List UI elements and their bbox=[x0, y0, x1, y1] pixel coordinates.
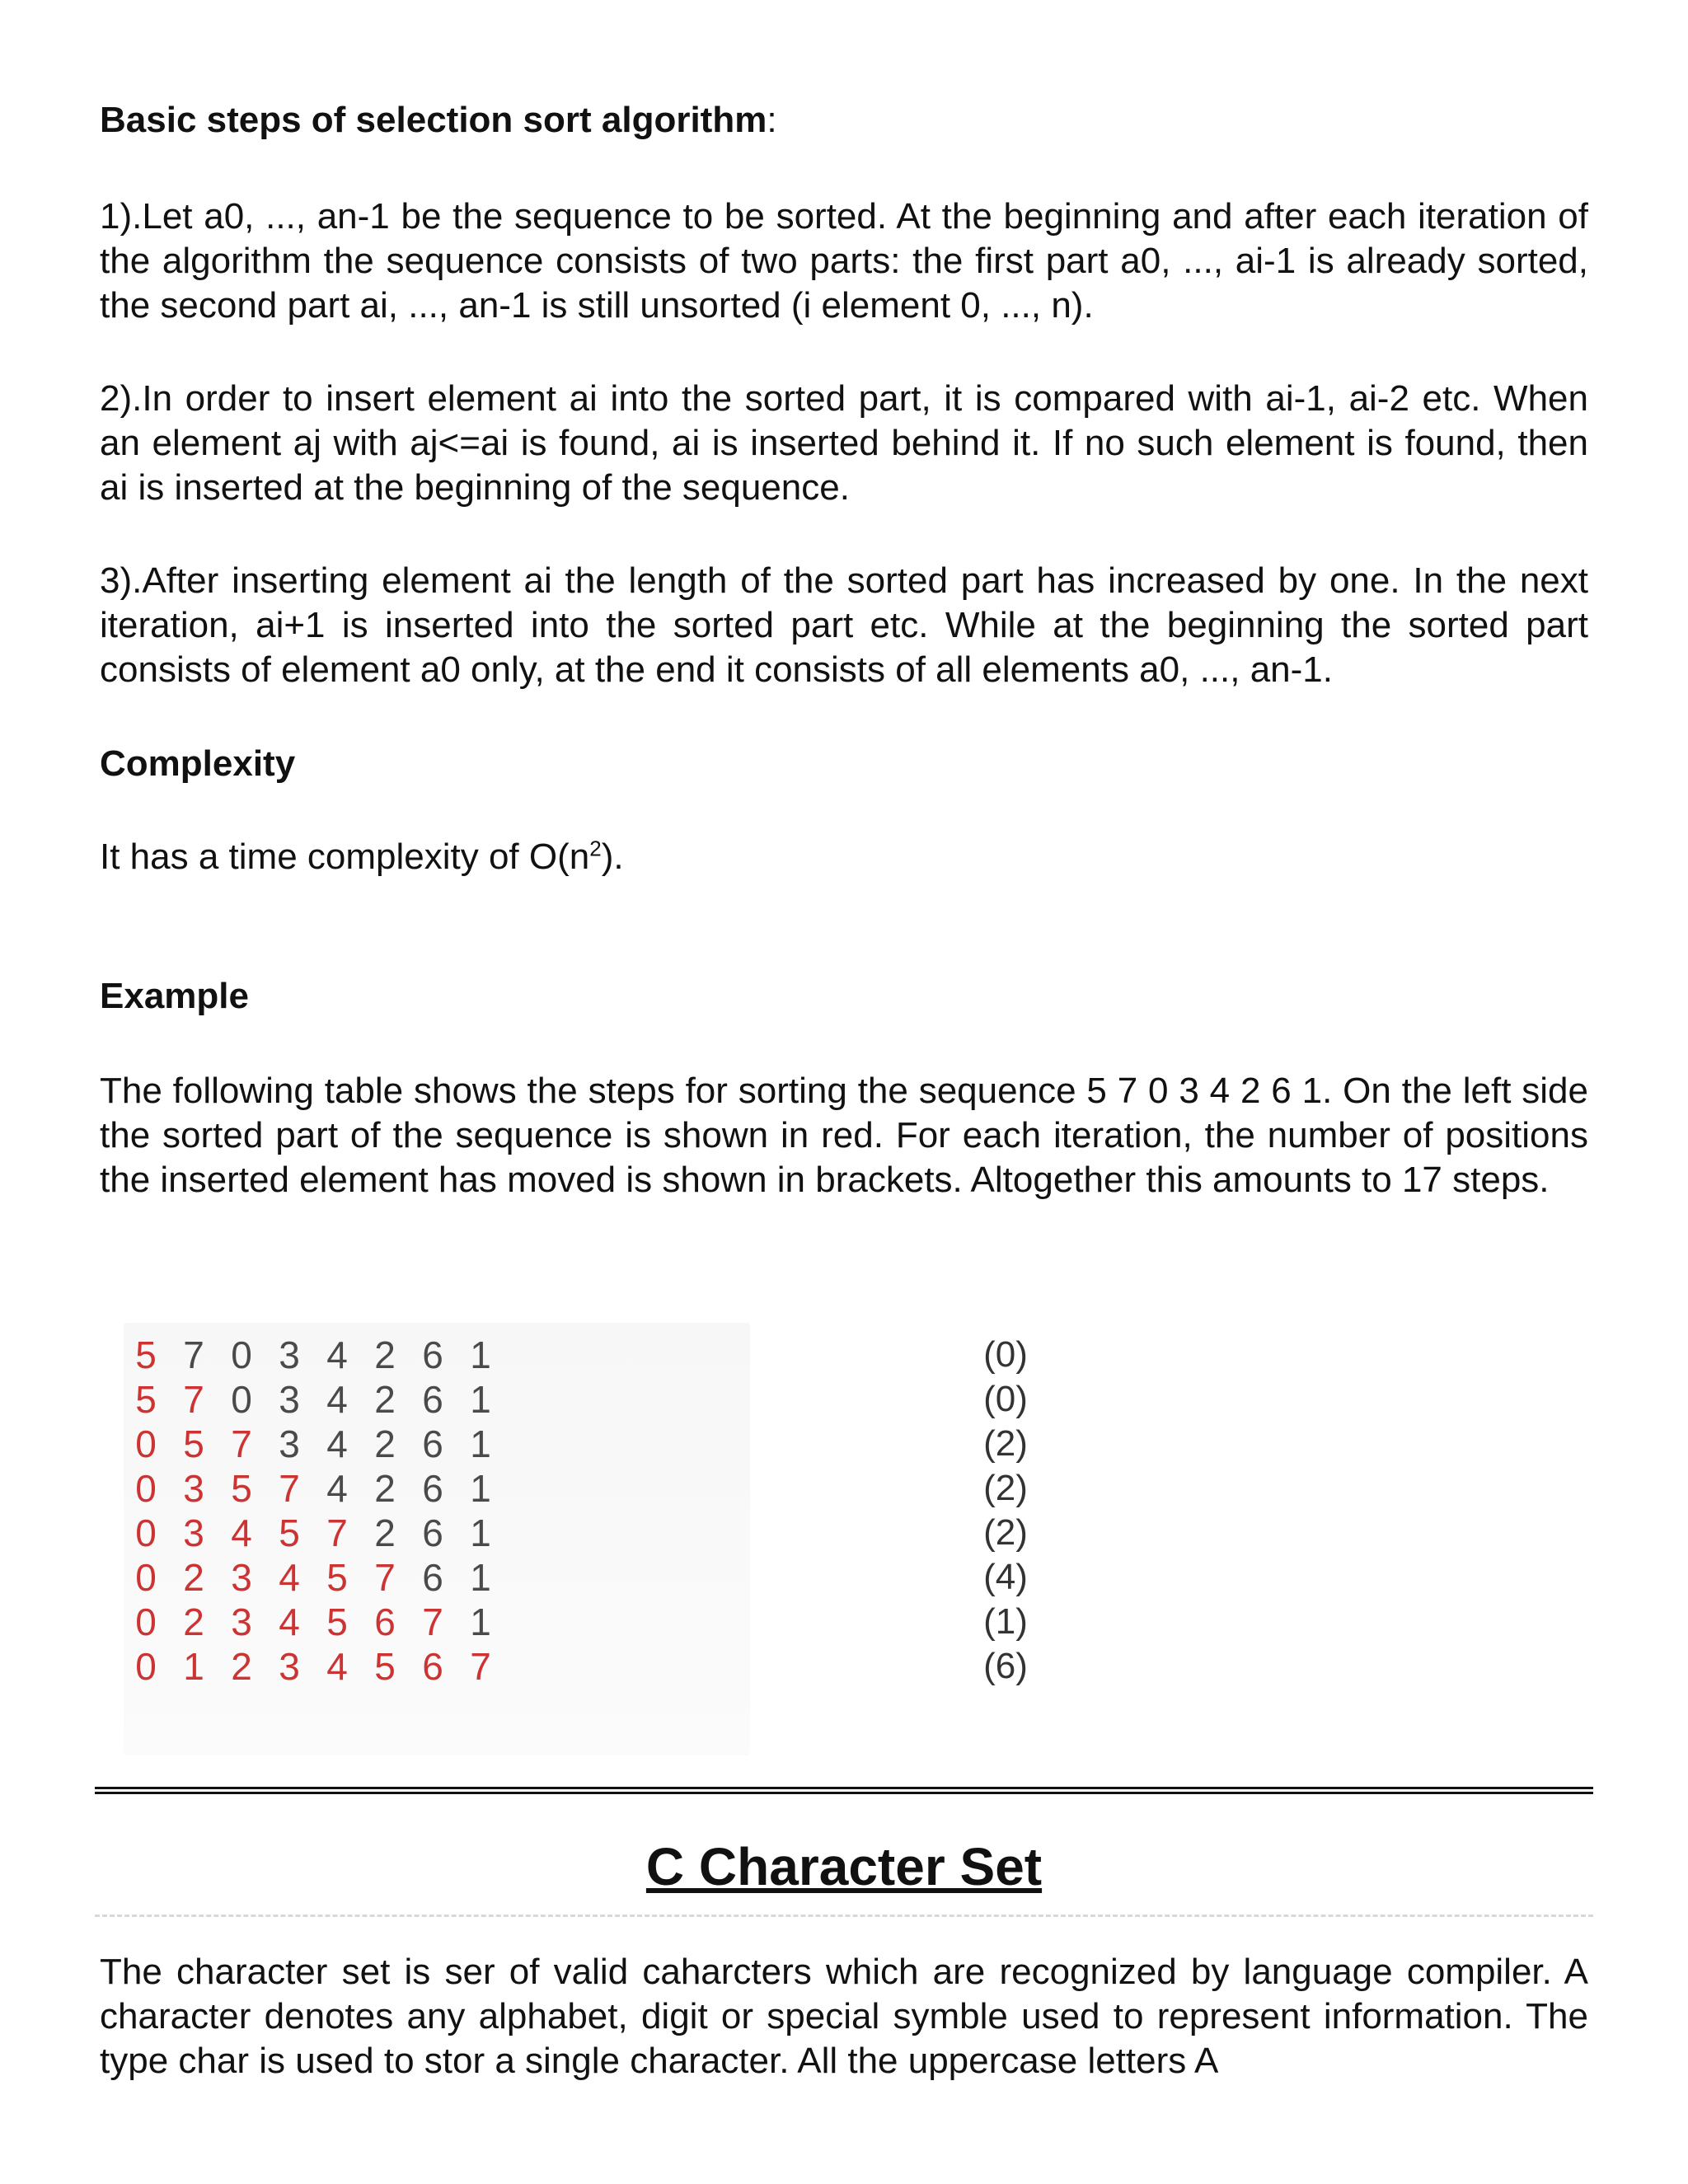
sorted-value: 7 bbox=[374, 1556, 396, 1599]
complexity-text: It has a time complexity of O(n bbox=[100, 837, 590, 877]
basic-steps-heading-colon: : bbox=[767, 100, 777, 140]
unsorted-value: 7 bbox=[183, 1333, 204, 1376]
sorted-value: 3 bbox=[183, 1511, 204, 1554]
unsorted-value: 2 bbox=[374, 1422, 396, 1465]
unsorted-value: 6 bbox=[422, 1467, 443, 1510]
sorted-value: 7 bbox=[231, 1422, 252, 1465]
complexity-text-end: ). bbox=[601, 837, 624, 877]
unsorted-value: 0 bbox=[231, 1333, 252, 1376]
sorted-value: 0 bbox=[135, 1556, 157, 1599]
unsorted-value: 2 bbox=[374, 1378, 396, 1421]
unsorted-value: 6 bbox=[422, 1556, 443, 1599]
charset-paragraph: The character set is ser of valid caharcters which are recognized by language compiler. A character denotes any alphabet, digit or special symble used to represent information. The type char is used to stor a single character. All the uppercase letters A bbox=[100, 1952, 1588, 2081]
unsorted-value: 0 bbox=[231, 1378, 252, 1421]
sorted-value: 2 bbox=[183, 1601, 204, 1643]
moves-count: (4) bbox=[983, 1557, 1028, 1597]
unsorted-value: 3 bbox=[279, 1378, 300, 1421]
sorted-value: 0 bbox=[135, 1422, 157, 1465]
moves-count: (2) bbox=[983, 1512, 1028, 1553]
sorted-value: 0 bbox=[135, 1467, 157, 1510]
unsorted-value: 2 bbox=[374, 1333, 396, 1376]
unsorted-value: 6 bbox=[422, 1378, 443, 1421]
sorted-value: 7 bbox=[326, 1511, 348, 1554]
moves-count: (2) bbox=[983, 1423, 1028, 1464]
sorted-value: 3 bbox=[183, 1467, 204, 1510]
insertion-steps-table bbox=[124, 1323, 1028, 1755]
unsorted-value: 1 bbox=[470, 1467, 491, 1510]
step-2-paragraph: 2).In order to insert element ai into the sorted part, it is compared with ai-1, ai-2 etc. When an element aj with aj<=ai is found, ai is inserted behind it. If no such element is found, then ai is inserted at the beginning of the sequence. bbox=[100, 378, 1588, 508]
complexity-paragraph bbox=[100, 835, 1588, 879]
example-heading: Example bbox=[100, 976, 249, 1016]
basic-steps-heading-text: Basic steps of selection sort algorithm bbox=[100, 100, 767, 140]
sorted-value: 0 bbox=[135, 1645, 157, 1688]
sorted-value: 5 bbox=[183, 1422, 204, 1465]
unsorted-value: 4 bbox=[326, 1378, 348, 1421]
section-title: C Character Set bbox=[645, 1837, 1043, 1896]
complexity-heading: Complexity bbox=[100, 743, 296, 784]
moves-count: (0) bbox=[983, 1334, 1028, 1375]
sorted-value: 7 bbox=[279, 1467, 300, 1510]
sorted-value: 5 bbox=[135, 1378, 157, 1421]
sorted-value: 2 bbox=[231, 1645, 252, 1688]
sorted-value: 0 bbox=[135, 1601, 157, 1643]
sorted-value: 0 bbox=[135, 1511, 157, 1554]
step-1-paragraph: 1).Let a0, ..., an-1 be the sequence to be sorted. At the beginning and after each iteration of the algorithm the sequence consists of two parts: the first part a0, ..., ai-1 is already sorted, the second part ai, ..., an-1 is still unsorted (i element 0, ..., n). bbox=[100, 196, 1588, 326]
moves-count: (2) bbox=[983, 1468, 1028, 1508]
unsorted-value: 1 bbox=[470, 1333, 491, 1376]
unsorted-value: 1 bbox=[470, 1422, 491, 1465]
sorted-value: 6 bbox=[422, 1645, 443, 1688]
moves-count: (1) bbox=[983, 1601, 1028, 1642]
unsorted-value: 4 bbox=[326, 1333, 348, 1376]
double-divider bbox=[95, 1787, 1593, 1794]
unsorted-value: 3 bbox=[279, 1333, 300, 1376]
example-paragraph: The following table shows the steps for sorting the sequence 5 7 0 3 4 2 6 1. On the left side the sorted part of the sequence is shown in red. For each iteration, the number of positions the inserted element has moved is shown in brackets. Altogether this amounts to 17 steps. bbox=[100, 1071, 1588, 1200]
sorted-value: 7 bbox=[422, 1601, 443, 1643]
sorted-value: 7 bbox=[183, 1378, 204, 1421]
sorted-value: 4 bbox=[326, 1645, 348, 1688]
sorted-value: 1 bbox=[183, 1645, 204, 1688]
unsorted-value: 1 bbox=[470, 1556, 491, 1599]
sorted-value: 5 bbox=[231, 1467, 252, 1510]
sorted-value: 6 bbox=[374, 1601, 396, 1643]
dashed-divider bbox=[95, 1915, 1593, 1917]
sorted-value: 4 bbox=[279, 1556, 300, 1599]
sorted-value: 7 bbox=[470, 1645, 491, 1688]
sorted-value: 5 bbox=[326, 1556, 348, 1599]
sorted-value: 5 bbox=[135, 1333, 157, 1376]
unsorted-value: 2 bbox=[374, 1511, 396, 1554]
moves-count: (6) bbox=[983, 1646, 1028, 1686]
moves-count: (0) bbox=[983, 1379, 1028, 1419]
sorted-value: 3 bbox=[279, 1645, 300, 1688]
sorted-value: 5 bbox=[326, 1601, 348, 1643]
basic-steps-heading bbox=[100, 101, 777, 140]
unsorted-value: 6 bbox=[422, 1511, 443, 1554]
unsorted-value: 1 bbox=[470, 1378, 491, 1421]
sorted-value: 5 bbox=[279, 1511, 300, 1554]
sorted-value: 4 bbox=[279, 1601, 300, 1643]
step-3-paragraph: 3).After inserting element ai the length of the sorted part has increased by one. In the next iteration, ai+1 is inserted into the sorted part etc. While at the beginning the sorted part consists of element a0 only, at the end it consists of all elements a0, ..., an-1. bbox=[100, 560, 1588, 690]
sorted-value: 3 bbox=[231, 1556, 252, 1599]
unsorted-value: 2 bbox=[374, 1467, 396, 1510]
unsorted-value: 3 bbox=[279, 1422, 300, 1465]
sorted-value: 2 bbox=[183, 1556, 204, 1599]
sorted-value: 3 bbox=[231, 1601, 252, 1643]
unsorted-value: 6 bbox=[422, 1333, 443, 1376]
sorted-value: 4 bbox=[231, 1511, 252, 1554]
sorted-value: 5 bbox=[374, 1645, 396, 1688]
unsorted-value: 6 bbox=[422, 1422, 443, 1465]
unsorted-value: 1 bbox=[470, 1511, 491, 1554]
complexity-exponent: 2 bbox=[589, 836, 602, 861]
unsorted-value: 1 bbox=[470, 1601, 491, 1643]
unsorted-value: 4 bbox=[326, 1467, 348, 1510]
unsorted-value: 4 bbox=[326, 1422, 348, 1465]
